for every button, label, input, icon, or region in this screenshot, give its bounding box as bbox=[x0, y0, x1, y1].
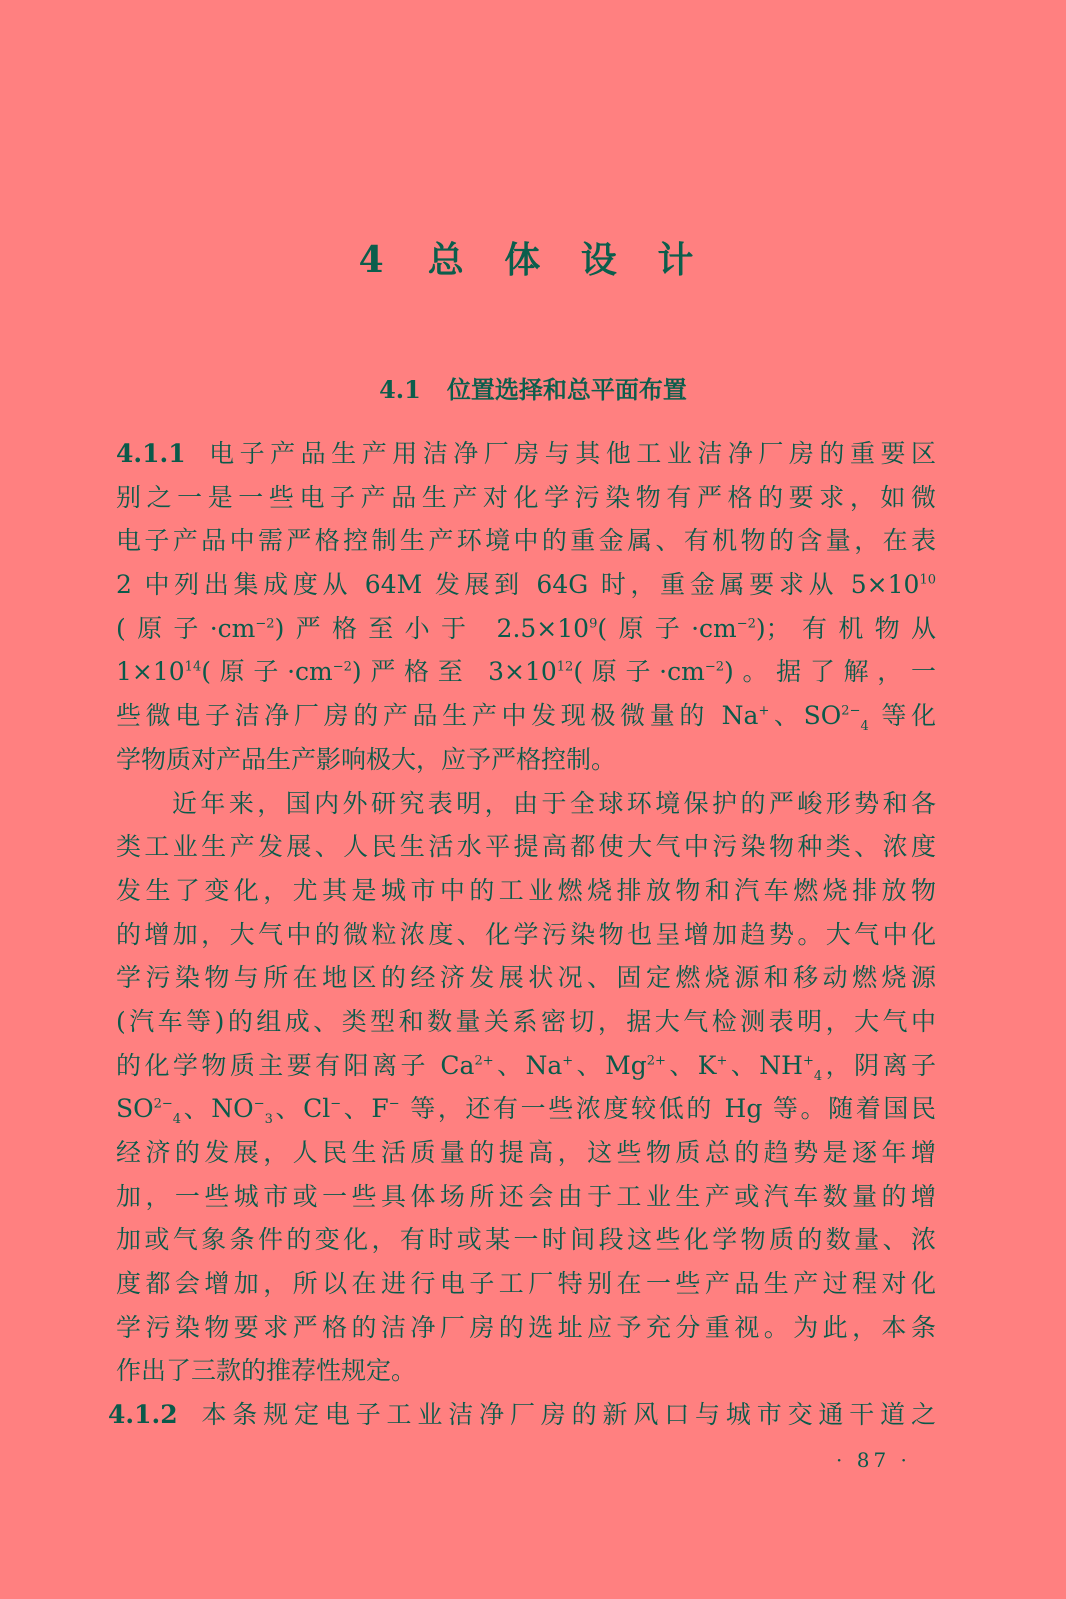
paragraph-line: 别之一是一些电子产品生产对化学污染物有严格的要求，如微 bbox=[116, 482, 936, 512]
chapter-title bbox=[0, 232, 1066, 283]
paragraph-line: 加或气象条件的变化，有时或某一时间段这些化学物质的数量、浓 bbox=[116, 1225, 936, 1255]
paragraph-line: 学污染物与所在地区的经济发展状况、固定燃烧源和移动燃烧源 bbox=[116, 963, 936, 993]
paragraph-line: 学物质对产品生产影响极大，应予严格控制。 bbox=[116, 744, 617, 774]
paragraph-line: 的化学物质主要有阳离子 $Ca^{2+}$、Na+、$Mg^{2+}$、K+、$NH^+_4$，阴离子 bbox=[116, 1050, 936, 1084]
chapter-title-text: 总 体 设 计 bbox=[427, 239, 708, 281]
paragraph-line: 近年来，国内外研究表明，由于全球环境保护的严峻形势和各 bbox=[172, 788, 936, 818]
paragraph-line: $1\times 10^{14}$(原子$\cdot cm^{-2}$)严格至 $3\times 10^{12}$(原子$\cdot cm^{-2}$)。据了解，一 bbox=[116, 657, 936, 687]
section-number: 4.1 bbox=[379, 375, 421, 404]
section-title bbox=[0, 370, 1066, 405]
clause-number: 4.1.1 bbox=[116, 439, 186, 468]
paragraph-line: 些微电子洁净厂房的产品生产中发现极微量的 Na+、$SO^{2-}_4$ 等化 bbox=[116, 701, 937, 735]
paragraph-line: 4.1.2 本条规定电子工业洁净厂房的新风口与城市交通干道之 bbox=[108, 1400, 936, 1430]
paragraph-line: 经济的发展，人民生活质量的提高，这些物质总的趋势是逐年增 bbox=[116, 1138, 936, 1167]
paragraph-line: 度都会增加，所以在进行电子工厂特别在一些产品生产过程对化 bbox=[116, 1269, 936, 1299]
paragraph-line: (汽车等)的组成、类型和数量关系密切，据大气检测表明，大气中 bbox=[116, 1006, 936, 1036]
paragraph-line: 作出了三款的推荐性规定。 bbox=[116, 1356, 417, 1386]
clause-number: 4.1.2 bbox=[108, 1400, 178, 1430]
chapter-number: 4 bbox=[358, 239, 398, 281]
body-text bbox=[108, 432, 937, 1437]
paragraph-line: 类工业生产发展、人民生活水平提高都使大气中污染物种类、浓度 bbox=[116, 832, 936, 862]
paragraph-line: $SO^{2-}_4$、$NO^-_3$、Cl−、F− 等，还有一些浓度较低的 Hg 等。随着国民 bbox=[116, 1094, 936, 1128]
paragraph-line: 4.1.1 电子产品生产用洁净厂房与其他工业洁净厂房的重要区 bbox=[116, 439, 936, 468]
paragraph-line: 发生了变化，尤其是城市中的工业燃烧排放物和汽车燃烧排放物 bbox=[116, 875, 936, 905]
paragraph-line: (原子$\cdot cm^{-2}$)严格至小于 $2.5\times 10^9$(原子$\cdot cm^{-2}$)；有机物从 bbox=[116, 613, 936, 643]
paragraph-line: 的增加，大气中的微粒浓度、化学污染物也呈增加趋势。大气中化 bbox=[116, 919, 936, 949]
paragraph-line: 2 中列出集成度从 64M 发展到 64G 时，重金属要求从 $5\times 10^{10}$ bbox=[116, 570, 936, 600]
section-title-text: 位置选择和总平面布置 bbox=[446, 375, 687, 404]
paragraph-line: 加，一些城市或一些具体场所还会由于工业生产或汽车数量的增 bbox=[116, 1181, 936, 1211]
paragraph-line: 电子产品中需严格控制生产环境中的重金属、有机物的含量，在表 bbox=[116, 526, 936, 556]
paragraph-line: 学污染物要求严格的洁净厂房的选址应予充分重视。为此，本条 bbox=[116, 1312, 936, 1342]
page-number: · 87 · bbox=[836, 1448, 911, 1472]
